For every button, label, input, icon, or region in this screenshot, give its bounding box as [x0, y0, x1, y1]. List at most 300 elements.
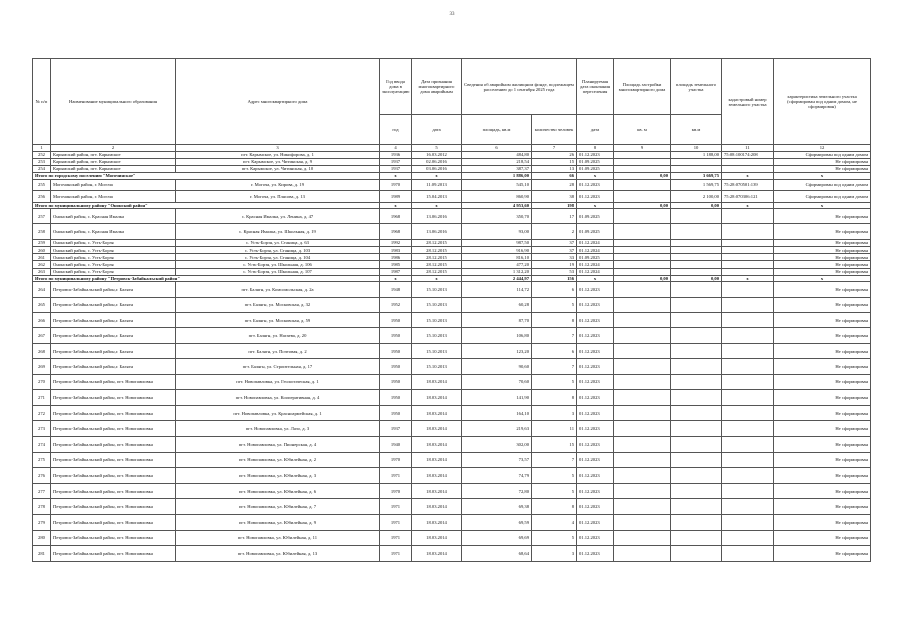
cell-area: 816,10: [462, 254, 532, 261]
cell-address: пгт. Новопавловка, ул. Геологическая, д. 1: [176, 374, 380, 390]
cell-land-area: [671, 224, 722, 239]
cell-land-area: [671, 514, 722, 530]
cell-year-built: 1971: [380, 514, 412, 530]
cell-build-area: [614, 546, 671, 562]
cell-year-built: 1968: [380, 224, 412, 239]
cell-land-status: Не сформирован: [774, 514, 871, 530]
cell-area: 74,79: [462, 468, 532, 484]
cell-planned-date: 01.12.2024: [577, 268, 614, 275]
cell-municipality: Петровск-Забайкальский район, пгт. Новопавловка: [51, 530, 176, 546]
cell-planned-date: 01.12.2023: [577, 282, 614, 297]
cell-planned-date: 01.12.2023: [577, 452, 614, 468]
cell-year-built: 1948: [380, 282, 412, 297]
cell-row-index: 279: [33, 514, 51, 530]
column-number: 3: [176, 145, 380, 152]
cell-build-area: [614, 437, 671, 453]
column-number: 12: [774, 145, 871, 152]
cell-residents: 15: [532, 437, 577, 453]
cell-municipality: Могочинский район, г. Могоча: [51, 191, 176, 203]
cell-address: пгт. Балягн, ул. Строительная, д. 17: [176, 359, 380, 374]
header-planned-date: Планируемая дата окончания переселения: [577, 59, 614, 115]
cell-address: пгт. Карымское, ул. Никифорова, д. 1: [176, 151, 380, 158]
cell-land-status: Не сформирован: [774, 468, 871, 484]
cell-address: пгт. Новопавловка, ул. Юбилейная, д. 2: [176, 452, 380, 468]
cell-address: пгт. Балягн, ул. Московская, д. 32: [176, 297, 380, 312]
header-land-area: площадь земельного участка: [671, 59, 722, 115]
table-row: [33, 261, 871, 268]
table-row: [33, 209, 871, 224]
cell-land-area: 1 188,00: [671, 151, 722, 158]
cell-row-index: 276: [33, 468, 51, 484]
column-number: 1: [33, 145, 51, 152]
cell-cadastral-number: [722, 514, 774, 530]
cell-land-area: [671, 261, 722, 268]
header-resettlement-info: Сведения об аварийном жилищном фонде, подлежащем расселению до 1 сентября 2025 года: [462, 59, 577, 115]
table-row: [33, 254, 871, 261]
cell-row-index: 275: [33, 452, 51, 468]
cell-land-status: Не сформирован: [774, 483, 871, 499]
subtotal-year-built: x: [380, 275, 412, 282]
cell-row-index: 263: [33, 268, 51, 275]
cell-municipality: Ононский район, с. Усть-Борзя: [51, 239, 176, 246]
cell-row-index: 273: [33, 421, 51, 437]
cell-land-area: [671, 247, 722, 254]
cell-address: пгт. Новопавловка, ул. Юбилейная, д. 7: [176, 499, 380, 515]
cell-emergency-date: 18.03.2014: [412, 468, 462, 484]
cell-emergency-date: 18.03.2014: [412, 514, 462, 530]
cell-land-status: Не сформирован: [774, 499, 871, 515]
cell-municipality: Петровск-Забайкальский район,г. Балягн: [51, 343, 176, 358]
cell-emergency-date: 15.10.2013: [412, 359, 462, 374]
cell-residents: 6: [532, 282, 577, 297]
column-number: 2: [51, 145, 176, 152]
cell-address: с. Красная Ималка, ул. Школьная, д. 19: [176, 224, 380, 239]
cell-residents: 11: [532, 421, 577, 437]
cell-municipality: Петровск-Забайкальский район, пгт. Новопавловка: [51, 483, 176, 499]
cell-row-index: 261: [33, 254, 51, 261]
cell-cadastral-number: [722, 483, 774, 499]
table-row: [33, 343, 871, 358]
cell-emergency-date: 18.03.2014: [412, 499, 462, 515]
cell-land-area: [671, 390, 722, 406]
cell-year-built: 1950: [380, 343, 412, 358]
cell-emergency-date: 18.03.2014: [412, 437, 462, 453]
subtotal-land-area: 0,00: [671, 202, 722, 209]
subheader-year: год: [380, 115, 412, 145]
header-municipality: Наименование муниципального образования: [51, 59, 176, 145]
cell-year-built: 1971: [380, 468, 412, 484]
cell-year-built: 1992: [380, 239, 412, 246]
cell-land-area: [671, 374, 722, 390]
subtotal-residents: 66: [532, 173, 577, 180]
cell-build-area: [614, 151, 671, 158]
cell-build-area: [614, 224, 671, 239]
cell-build-area: [614, 254, 671, 261]
header-emergency-date: Дата признания многоквартирного дома аварийным: [412, 59, 462, 115]
cell-land-status: Не сформирован: [774, 247, 871, 254]
cell-land-area: [671, 405, 722, 421]
table-row: [33, 191, 871, 203]
cell-build-area: [614, 343, 671, 358]
subtotal-planned-date: x: [577, 275, 614, 282]
cell-planned-date: 01.09.2025: [577, 209, 614, 224]
cell-residents: 26: [532, 151, 577, 158]
cell-residents: 8: [532, 499, 577, 515]
table-row: [33, 405, 871, 421]
cell-emergency-date: 15.10.2013: [412, 282, 462, 297]
cell-year-built: 1970: [380, 179, 412, 191]
cell-emergency-date: 18.03.2014: [412, 530, 462, 546]
cell-year-built: 1950: [380, 390, 412, 406]
cell-address: с. Усть-Борзя, ул. Станица, д. 63: [176, 239, 380, 246]
cell-address: пгт. Новопавловка, ул. Юбилейная, д. 6: [176, 483, 380, 499]
cell-row-index: 265: [33, 297, 51, 312]
cell-residents: 7: [532, 328, 577, 343]
cell-residents: 4: [532, 514, 577, 530]
cell-municipality: Ононский район, с. Усть-Борзя: [51, 268, 176, 275]
cell-year-built: 1950: [380, 328, 412, 343]
cell-land-area: [671, 165, 722, 172]
cell-row-index: 272: [33, 405, 51, 421]
cell-year-built: 1987: [380, 268, 412, 275]
cell-land-area: 1 569,75: [671, 179, 722, 191]
cell-area: 916,90: [462, 247, 532, 254]
cell-address: пгт. Новопавловка, ул. Юбилейная, д. 13: [176, 546, 380, 562]
cell-municipality: Петровск-Забайкальский район, пгт. Новопавловка: [51, 374, 176, 390]
cell-row-index: 281: [33, 546, 51, 562]
cell-area: 93,00: [462, 224, 532, 239]
cell-municipality: Ононский район, с. Красная Ималка: [51, 209, 176, 224]
cell-cadastral-number: [722, 359, 774, 374]
cell-address: пгт. Новопавловка, ул. Лазо, д. 3: [176, 421, 380, 437]
cell-residents: 17: [532, 209, 577, 224]
cell-address: г. Могоча, ул. Кирова, д. 19: [176, 179, 380, 191]
cell-municipality: Петровск-Забайкальский район, пгт. Новопавловка: [51, 437, 176, 453]
cell-area: 350,70: [462, 209, 532, 224]
cell-planned-date: 01.12.2023: [577, 313, 614, 328]
cell-area: 218,54: [462, 158, 532, 165]
subtotal-label: Итого по городскому поселению "Могочинское": [33, 173, 380, 180]
header-address: Адрес многоквартирного дома: [176, 59, 380, 145]
cell-land-status: Не сформирован: [774, 224, 871, 239]
cell-land-status: Не сформирован: [774, 343, 871, 358]
cell-year-built: 1970: [380, 483, 412, 499]
cell-residents: 3: [532, 546, 577, 562]
cell-emergency-date: 18.03.2014: [412, 483, 462, 499]
cell-land-area: [671, 268, 722, 275]
table-row: [33, 374, 871, 390]
cell-year-built: 1986: [380, 254, 412, 261]
cell-planned-date: 01.12.2024: [577, 239, 614, 246]
cell-area: 73,57: [462, 452, 532, 468]
cell-build-area: [614, 359, 671, 374]
cell-residents: 6: [532, 343, 577, 358]
table-row: [33, 421, 871, 437]
cell-residents: 2: [532, 224, 577, 239]
cell-municipality: Ононский район, с. Усть-Борзя: [51, 247, 176, 254]
cell-planned-date: 01.12.2023: [577, 359, 614, 374]
cell-municipality: Карымский район, пгт. Карымское: [51, 158, 176, 165]
cell-land-status: Сформирован под одним домом: [774, 191, 871, 203]
column-number: 6: [462, 145, 532, 152]
cell-planned-date: 01.12.2023: [577, 390, 614, 406]
subtotal-emergency-date: x: [412, 173, 462, 180]
cell-address: пгт. Балягн, ул. Нагаева, д. 20: [176, 328, 380, 343]
cell-land-status: Не сформирован: [774, 313, 871, 328]
table-row: [33, 328, 871, 343]
cell-emergency-date: 03.06.2016: [412, 165, 462, 172]
cell-emergency-date: 18.03.2014: [412, 546, 462, 562]
subtotal-residents: 156: [532, 275, 577, 282]
cell-municipality: Петровск-Забайкальский район, пгт. Новопавловка: [51, 390, 176, 406]
cell-row-index: 278: [33, 499, 51, 515]
cell-area: 477,20: [462, 261, 532, 268]
subheader-build-sqm: кв. м: [614, 115, 671, 145]
cell-planned-date: 01.12.2024: [577, 247, 614, 254]
cell-land-status: Сформирован под одним домом: [774, 151, 871, 158]
cell-land-area: [671, 437, 722, 453]
cell-area: 302,00: [462, 437, 532, 453]
cell-area: 68,64: [462, 546, 532, 562]
cell-municipality: Карымский район, пгт. Карымское: [51, 165, 176, 172]
cell-land-area: [671, 468, 722, 484]
cell-planned-date: 01.12.2023: [577, 483, 614, 499]
cell-emergency-date: 15.04.2013: [412, 191, 462, 203]
cell-planned-date: 01.12.2023: [577, 499, 614, 515]
cell-year-built: 1983: [380, 247, 412, 254]
cell-land-area: [671, 313, 722, 328]
subtotal-label: Итого по муниципальному району "Ононский район": [33, 202, 380, 209]
cell-year-built: 1936: [380, 151, 412, 158]
subheader-planned-date: дата: [577, 115, 614, 145]
cell-municipality: Могочинский район, г. Могоча: [51, 179, 176, 191]
cell-year-built: 1937: [380, 165, 412, 172]
cell-area: 141,90: [462, 390, 532, 406]
table-row: [33, 239, 871, 246]
cell-residents: 38: [532, 191, 577, 203]
cell-address: с. Усть-Борзя, ул. Школьная, д. 107: [176, 268, 380, 275]
cell-municipality: Петровск-Забайкальский район,г. Балягн: [51, 282, 176, 297]
table-row: [33, 224, 871, 239]
column-number: 11: [722, 145, 774, 152]
cell-row-index: 268: [33, 343, 51, 358]
cell-cadastral-number: [722, 165, 774, 172]
cell-planned-date: 01.12.2023: [577, 468, 614, 484]
cell-land-status: Не сформирован: [774, 209, 871, 224]
cell-row-index: 260: [33, 247, 51, 254]
cell-residents: 5: [532, 483, 577, 499]
cell-residents: 33: [532, 254, 577, 261]
cell-row-index: 271: [33, 390, 51, 406]
subtotal-build-area: 0,00: [614, 275, 671, 282]
cell-area: 484,80: [462, 151, 532, 158]
table-row: [33, 282, 871, 297]
header-cadastral: кадастровый номер земельного участка: [722, 59, 774, 145]
cell-area: 987,50: [462, 239, 532, 246]
subtotal-land-status: x: [774, 275, 871, 282]
subtotal-cadastral-number: x: [722, 173, 774, 180]
cell-build-area: [614, 261, 671, 268]
cell-planned-date: 01.12.2023: [577, 514, 614, 530]
cell-emergency-date: 15.10.2013: [412, 313, 462, 328]
cell-municipality: Петровск-Забайкальский район, пгт. Новопавловка: [51, 405, 176, 421]
cell-residents: 13: [532, 165, 577, 172]
cell-emergency-date: 15.10.2013: [412, 328, 462, 343]
cell-row-index: 277: [33, 483, 51, 499]
cell-row-index: 269: [33, 359, 51, 374]
cell-planned-date: 01.12.2023: [577, 328, 614, 343]
header-build-area: Площадь застройки многоквартирного дома: [614, 59, 671, 115]
cell-build-area: [614, 268, 671, 275]
cell-row-index: 256: [33, 191, 51, 203]
table-row: [33, 247, 871, 254]
subheader-date: дата: [412, 115, 462, 145]
cell-cadastral-number: [722, 328, 774, 343]
table-row: [33, 437, 871, 453]
cell-municipality: Петровск-Забайкальский район,г. Балягн: [51, 328, 176, 343]
cell-emergency-date: 16.03.2012: [412, 151, 462, 158]
cell-land-area: [671, 359, 722, 374]
cell-row-index: 255: [33, 179, 51, 191]
column-number: 9: [614, 145, 671, 152]
cell-residents: 3: [532, 405, 577, 421]
cell-municipality: Петровск-Забайкальский район, пгт. Новопавловка: [51, 499, 176, 515]
cell-year-built: 1950: [380, 374, 412, 390]
cell-planned-date: 01.12.2023: [577, 343, 614, 358]
subtotal-area: 1 886,00: [462, 173, 532, 180]
cell-address: пгт. Новопавловка, ул. Юбилейная, д. 9: [176, 514, 380, 530]
cell-planned-date: 01.12.2023: [577, 437, 614, 453]
cell-cadastral-number: [722, 374, 774, 390]
subtotal-build-area: 0,00: [614, 173, 671, 180]
cell-emergency-date: 18.03.2014: [412, 405, 462, 421]
cell-build-area: [614, 179, 671, 191]
table-row: [33, 483, 871, 499]
cell-area: 87,70: [462, 313, 532, 328]
cell-row-index: 253: [33, 158, 51, 165]
cell-area: 70,60: [462, 374, 532, 390]
cell-land-area: [671, 452, 722, 468]
cell-municipality: Петровск-Забайкальский район,г. Балягн: [51, 297, 176, 312]
cell-planned-date: 01.12.2023: [577, 151, 614, 158]
cell-cadastral-number: [722, 297, 774, 312]
cell-area: 69,38: [462, 499, 532, 515]
cell-year-built: 1952: [380, 297, 412, 312]
cell-cadastral-number: [722, 452, 774, 468]
cell-address: пгт. Новопавловка, ул. Красноармейская, д. 1: [176, 405, 380, 421]
cell-cadastral-number: [722, 390, 774, 406]
cell-planned-date: 01.09.2025: [577, 165, 614, 172]
cell-land-status: Сформирован под одним домом: [774, 179, 871, 191]
cell-residents: 8: [532, 390, 577, 406]
cell-area: 69,59: [462, 514, 532, 530]
cell-planned-date: 01.09.2025: [577, 158, 614, 165]
cell-planned-date: 01.12.2023: [577, 191, 614, 203]
column-number: 10: [671, 145, 722, 152]
cell-planned-date: 01.12.2023: [577, 374, 614, 390]
cell-municipality: Карымский район, пгт. Карымское: [51, 151, 176, 158]
subtotal-emergency-date: x: [412, 202, 462, 209]
cell-row-index: 274: [33, 437, 51, 453]
cell-land-status: Не сформирован: [774, 452, 871, 468]
cell-land-area: [671, 239, 722, 246]
cell-residents: 5: [532, 530, 577, 546]
cell-cadastral-number: [722, 421, 774, 437]
table-row: [33, 179, 871, 191]
cell-residents: 37: [532, 239, 577, 246]
cell-area: 545,10: [462, 179, 532, 191]
cell-municipality: Ононский район, с. Усть-Борзя: [51, 261, 176, 268]
cell-cadastral-number: [722, 468, 774, 484]
subheader-land-sqm: кв.м: [671, 115, 722, 145]
table-row: [33, 468, 871, 484]
cell-planned-date: 01.12.2023: [577, 421, 614, 437]
cell-area: 106,80: [462, 328, 532, 343]
cell-address: пгт. Новопавловка, ул. Кооперативная, д. 4: [176, 390, 380, 406]
cell-emergency-date: 15.10.2013: [412, 297, 462, 312]
cell-build-area: [614, 239, 671, 246]
cell-land-status: Не сформирован: [774, 165, 871, 172]
subtotal-land-area: 0,00: [671, 275, 722, 282]
cell-area: 860,90: [462, 191, 532, 203]
subtotal-land-status: x: [774, 202, 871, 209]
cell-land-area: [671, 421, 722, 437]
cell-year-built: 1950: [380, 405, 412, 421]
cell-emergency-date: 28.12.2015: [412, 268, 462, 275]
cell-year-built: 1971: [380, 530, 412, 546]
table-row: [33, 499, 871, 515]
column-number: 5: [412, 145, 462, 152]
cell-cadastral-number: [722, 268, 774, 275]
cell-emergency-date: 18.03.2014: [412, 421, 462, 437]
cell-residents: 28: [532, 179, 577, 191]
subtotal-residents: 198: [532, 202, 577, 209]
cell-municipality: Петровск-Забайкальский район, пгт. Новопавловка: [51, 468, 176, 484]
cell-address: пгт. Балягн, ул. Комсомольская, д. 2а: [176, 282, 380, 297]
cell-land-status: Не сформирован: [774, 437, 871, 453]
subtotal-land-status: x: [774, 173, 871, 180]
cell-year-built: 1971: [380, 499, 412, 515]
cell-land-status: Не сформирован: [774, 268, 871, 275]
header-land-char: характеристика земельного участка (сформирован под одним домом, не сформирован): [774, 59, 871, 145]
cell-build-area: [614, 209, 671, 224]
cell-cadastral-number: [722, 437, 774, 453]
cell-build-area: [614, 374, 671, 390]
cell-area: 164,10: [462, 405, 532, 421]
cell-address: с. Усть-Борзя, ул. Станица, д. 104: [176, 254, 380, 261]
cell-build-area: [614, 390, 671, 406]
cell-cadastral-number: [722, 405, 774, 421]
cell-residents: 8: [532, 313, 577, 328]
cell-emergency-date: 02.06.2016: [412, 158, 462, 165]
cell-municipality: Петровск-Забайкальский район, пгт. Новопавловка: [51, 421, 176, 437]
cell-build-area: [614, 499, 671, 515]
cell-emergency-date: 11.09.2013: [412, 179, 462, 191]
cell-build-area: [614, 297, 671, 312]
cell-land-area: [671, 209, 722, 224]
table-row: [33, 158, 871, 165]
cell-cadastral-number: 75:08:100174:208: [722, 151, 774, 158]
column-number: 4: [380, 145, 412, 152]
cell-cadastral-number: [722, 239, 774, 246]
cell-build-area: [614, 530, 671, 546]
cell-planned-date: 01.12.2023: [577, 530, 614, 546]
cell-cadastral-number: [722, 224, 774, 239]
subtotal-emergency-date: x: [412, 275, 462, 282]
cell-row-index: 270: [33, 374, 51, 390]
cell-land-area: [671, 328, 722, 343]
subtotal-year-built: x: [380, 202, 412, 209]
